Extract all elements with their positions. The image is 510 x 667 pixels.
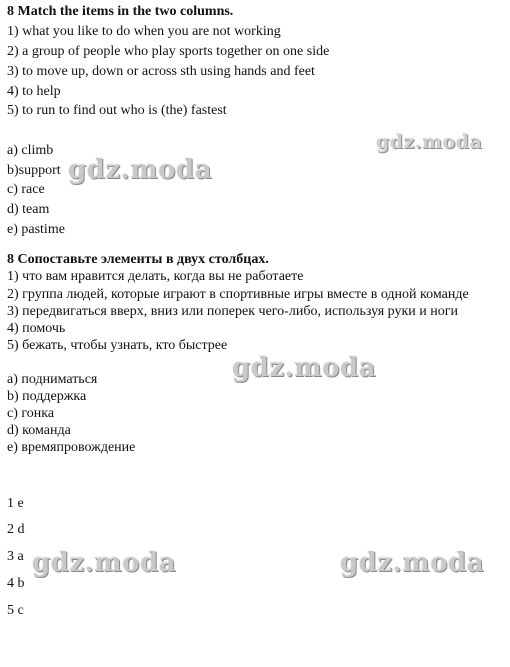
answer-5: 5 c	[7, 603, 24, 618]
answer-1: 1 e	[7, 496, 24, 511]
word-e-ru: e) времяпровождение	[7, 440, 136, 455]
word-a-ru: a) подниматься	[7, 372, 98, 387]
answer-3: 3 a	[7, 549, 24, 564]
watermark-logo: gdz.moda	[340, 548, 485, 578]
watermark-logo: gdz.moda	[376, 131, 483, 153]
word-c-ru: c) гонка	[7, 406, 55, 421]
definition-4-en: 4) to help	[7, 84, 61, 99]
answer-4: 4 b	[7, 576, 25, 591]
definition-2-en: 2) a group of people who play sports together on one side	[7, 44, 330, 59]
definition-3-ru: 3) передвигаться вверх, вниз или поперек чего-либо, используя руки и ноги	[7, 304, 458, 319]
definition-4-ru: 4) помочь	[7, 321, 66, 336]
word-d-ru: d) команда	[7, 423, 71, 438]
definition-5-en: 5) to run to find out who is (the) fastest	[7, 103, 227, 118]
definition-3-en: 3) to move up, down or across sth using hands and feet	[7, 64, 315, 79]
definition-1-en: 1) what you like to do when you are not working	[7, 24, 281, 39]
word-c-en: c) race	[7, 182, 45, 197]
watermark-logo: gdz.moda	[32, 548, 177, 578]
word-a-en: a) climb	[7, 143, 54, 158]
definition-2-ru: 2) группа людей, которые играют в спортивные игры вместе в одной команде	[7, 287, 469, 302]
exercise-title-ru: 8 Сопоставьте элементы в двух столбцах.	[7, 252, 269, 267]
definition-1-ru: 1) что вам нравится делать, когда вы не работаете	[7, 269, 304, 284]
watermark-logo: gdz.moda	[232, 353, 377, 383]
word-b-ru: b) поддержка	[7, 389, 87, 404]
word-d-en: d) team	[7, 202, 50, 217]
word-e-en: e) pastime	[7, 222, 65, 237]
answer-2: 2 d	[7, 522, 25, 537]
watermark-logo: gdz.moda	[68, 155, 213, 185]
definition-5-ru: 5) бежать, чтобы узнать, кто быстрее	[7, 338, 228, 353]
word-b-en: b)support	[7, 163, 61, 178]
exercise-title-en: 8 Match the items in the two columns.	[7, 4, 234, 19]
